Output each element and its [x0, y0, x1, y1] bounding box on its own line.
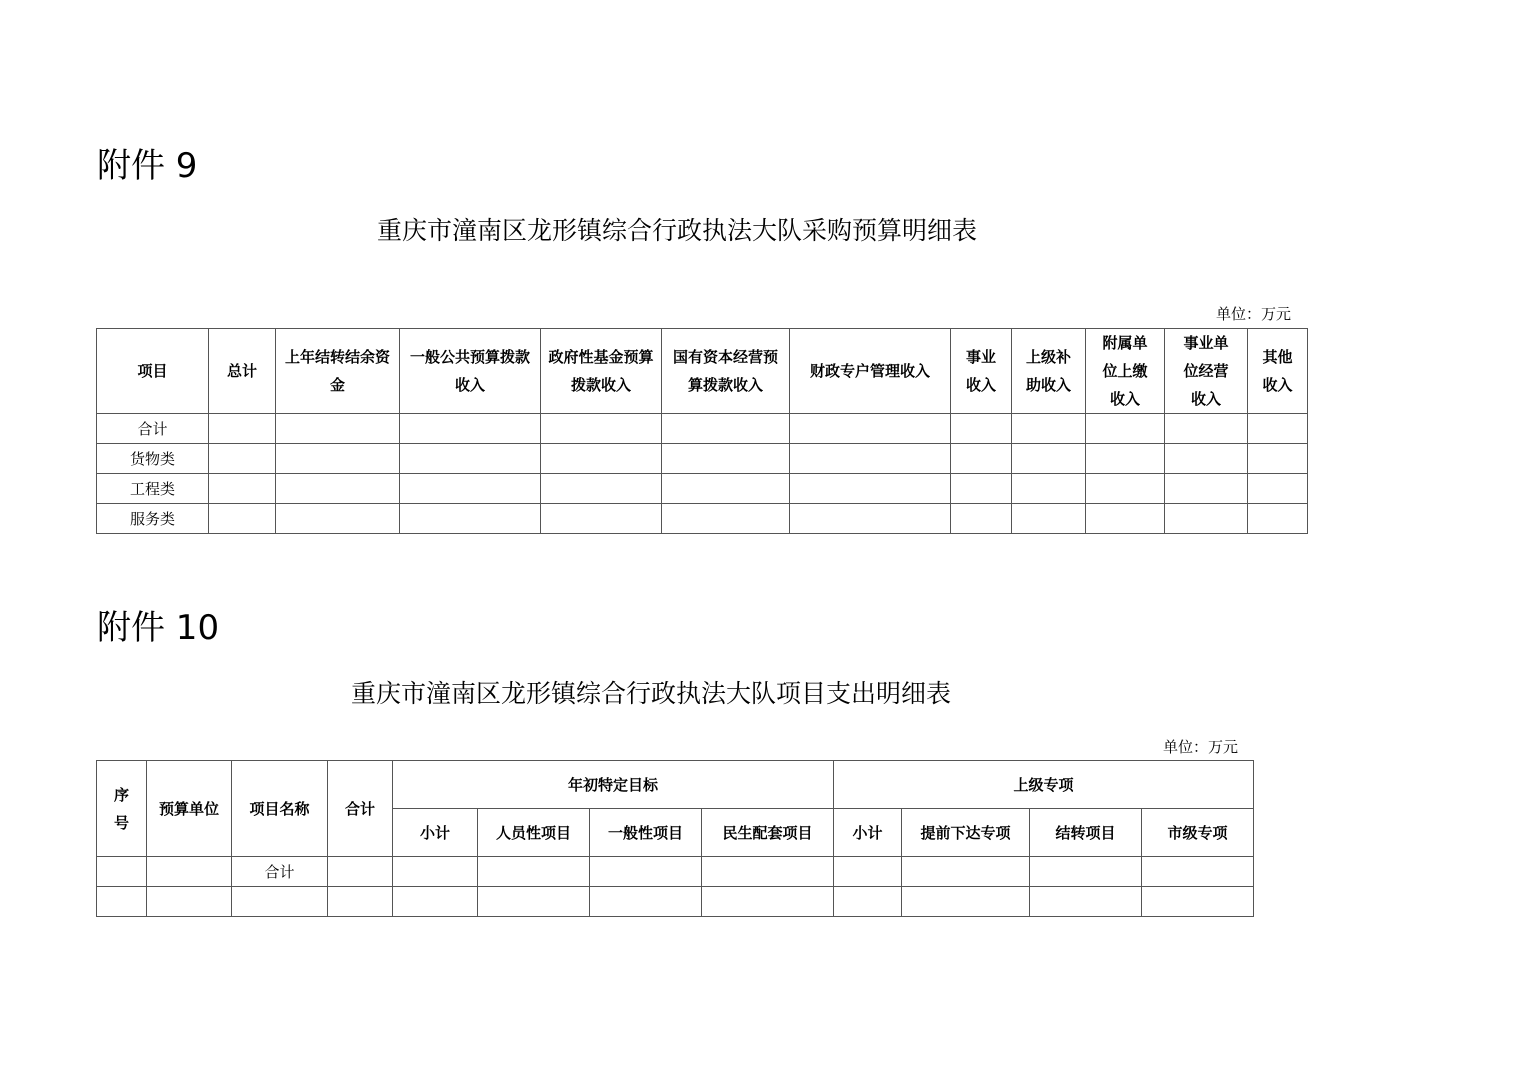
col-header: 小计: [834, 809, 902, 857]
col-header: 提前下达专项: [902, 809, 1030, 857]
table-cell: [1086, 474, 1165, 504]
table-cell: [1248, 474, 1308, 504]
col-header: 小计: [393, 809, 478, 857]
table-cell: [478, 887, 590, 917]
table-row: [97, 474, 1308, 504]
table-cell: [662, 474, 790, 504]
table-cell: [393, 887, 478, 917]
col-header: 市级专项: [1142, 809, 1254, 857]
table-cell: [1086, 414, 1165, 444]
table-cell: [790, 474, 951, 504]
table-cell: [1248, 504, 1308, 534]
table-cell: [478, 857, 590, 887]
attachment-9-label: 附件 9: [97, 146, 198, 186]
table-row: [97, 887, 1254, 917]
table-cell: [662, 504, 790, 534]
table-cell: [1142, 857, 1254, 887]
procurement-budget-table: [96, 328, 1308, 534]
table-cell: [400, 474, 541, 504]
row-label: 合计: [97, 414, 209, 444]
table-cell: [902, 887, 1030, 917]
table-cell: [1086, 444, 1165, 474]
col-header: 人员性项目: [478, 809, 590, 857]
col-header: 财政专户管理收入: [790, 329, 951, 414]
table-cell: [1012, 474, 1086, 504]
col-header-project-name: 项目名称: [232, 761, 328, 857]
table-cell: [951, 414, 1012, 444]
table-cell: [590, 887, 702, 917]
col-header: 项目: [97, 329, 209, 414]
table-cell: [1165, 474, 1248, 504]
table-cell: [1086, 504, 1165, 534]
col-group-annual-targets: 年初特定目标: [393, 761, 834, 809]
col-header-budget-unit: 预算单位: [147, 761, 232, 857]
table-cell: [147, 857, 232, 887]
attachment-9-title: 重庆市潼南区龙形镇综合行政执法大队采购预算明细表: [377, 216, 978, 245]
table-cell: [834, 887, 902, 917]
row-label: 合计: [232, 857, 328, 887]
table-cell: [1248, 414, 1308, 444]
col-header: 结转项目: [1030, 809, 1142, 857]
table-header-row: [97, 761, 1254, 809]
table-cell: [209, 444, 276, 474]
table-cell: [790, 414, 951, 444]
col-header: 民生配套项目: [702, 809, 834, 857]
col-header: 一般性项目: [590, 809, 702, 857]
table-cell: [328, 857, 393, 887]
table-cell: [951, 444, 1012, 474]
table-cell: [951, 474, 1012, 504]
table-cell: [1165, 414, 1248, 444]
col-header: 事业单位经营收入: [1165, 329, 1248, 414]
table-cell: [1142, 887, 1254, 917]
col-header: 政府性基金预算拨款收入: [541, 329, 662, 414]
row-label: 货物类: [97, 444, 209, 474]
table-cell: [662, 444, 790, 474]
table-row: [97, 444, 1308, 474]
table-cell: [541, 414, 662, 444]
table-cell: [393, 857, 478, 887]
table-cell: [1012, 504, 1086, 534]
table-cell: [276, 504, 400, 534]
col-header: 一般公共预算拨款收入: [400, 329, 541, 414]
table-cell: [662, 414, 790, 444]
table-header-row: [97, 329, 1308, 414]
attachment-10-title: 重庆市潼南区龙形镇综合行政执法大队项目支出明细表: [351, 679, 952, 708]
table-cell: [541, 444, 662, 474]
table-cell: [1165, 444, 1248, 474]
table-cell: [590, 857, 702, 887]
table-cell: [1030, 887, 1142, 917]
col-header: 总计: [209, 329, 276, 414]
table-cell: [1012, 444, 1086, 474]
table-cell: [902, 857, 1030, 887]
col-header-seq: 序号: [97, 761, 147, 857]
table-row: [97, 414, 1308, 444]
table-cell: [702, 857, 834, 887]
col-header: 国有资本经营预算拨款收入: [662, 329, 790, 414]
table-cell: [1248, 444, 1308, 474]
table-cell: [1012, 414, 1086, 444]
col-header: 上年结转结余资金: [276, 329, 400, 414]
project-expenditure-table: [96, 760, 1254, 917]
row-label: [232, 887, 328, 917]
col-header: 附属单位上缴收入: [1086, 329, 1165, 414]
table-cell: [702, 887, 834, 917]
table-cell: [276, 414, 400, 444]
table-cell: [328, 887, 393, 917]
table-cell: [209, 414, 276, 444]
table-cell: [276, 444, 400, 474]
table-cell: [209, 504, 276, 534]
table-cell: [147, 887, 232, 917]
col-header-total: 合计: [328, 761, 393, 857]
table-cell: [276, 474, 400, 504]
col-group-superior-special: 上级专项: [834, 761, 1254, 809]
table-cell: [400, 444, 541, 474]
table-cell: [790, 504, 951, 534]
table-cell: [790, 444, 951, 474]
table-cell: [541, 504, 662, 534]
row-label: 服务类: [97, 504, 209, 534]
attachment-10-label: 附件 10: [97, 608, 220, 648]
col-header: 上级补助收入: [1012, 329, 1086, 414]
table-row: [97, 857, 1254, 887]
table-cell: [1165, 504, 1248, 534]
col-header: 其他收入: [1248, 329, 1308, 414]
table-cell: [541, 474, 662, 504]
table-cell: [1030, 857, 1142, 887]
col-header: 事业收入: [951, 329, 1012, 414]
table-cell: [951, 504, 1012, 534]
attachment-10-unit: 单位：万元: [1163, 738, 1239, 756]
table-cell: [97, 857, 147, 887]
table-cell: [834, 857, 902, 887]
attachment-9-unit: 单位：万元: [1216, 305, 1292, 323]
table-cell: [400, 504, 541, 534]
row-label: 工程类: [97, 474, 209, 504]
table-cell: [400, 414, 541, 444]
table-cell: [209, 474, 276, 504]
table-cell: [97, 887, 147, 917]
table-row: [97, 504, 1308, 534]
